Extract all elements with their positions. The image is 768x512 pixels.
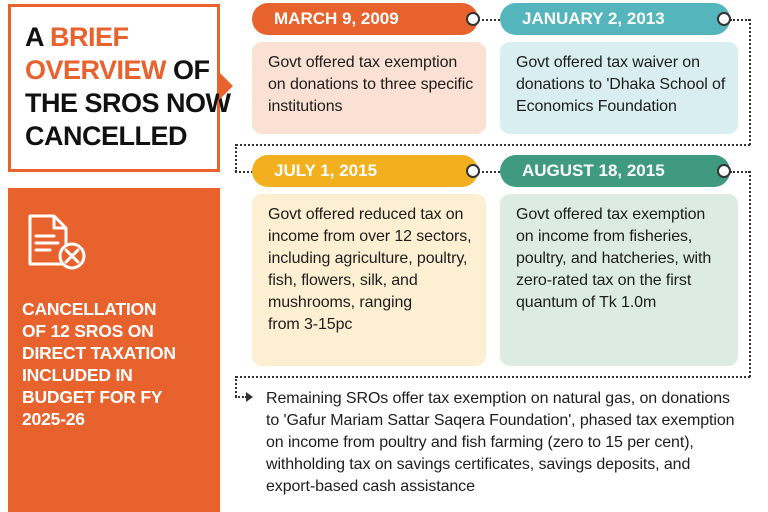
date-pill-july-2015 [252, 155, 478, 187]
card-text-line: on donations to three specific [268, 76, 474, 93]
card-text-line: quantum of Tk 1.0m [516, 294, 657, 311]
cancellation-line: INCLUDED IN [22, 365, 133, 385]
document-cancel-icon [24, 212, 90, 272]
connector-right-mid [730, 171, 750, 173]
cancellation-line: BUDGET FOR FY [22, 387, 163, 407]
card-text-line: Govt offered tax waiver on [516, 54, 700, 71]
card-text-line: Govt offered tax exemption [516, 206, 706, 223]
date-pill-august-2015 [500, 155, 730, 187]
card-text-line: donations to 'Dhaka School of [516, 76, 726, 93]
bottom-arrow-icon [246, 392, 253, 402]
connector-left-top [235, 171, 253, 173]
date-pill-march-2009 [252, 3, 478, 35]
title-word-of: OF [166, 55, 210, 85]
pill-knob [717, 12, 731, 26]
title-pointer-arrow [219, 72, 233, 100]
pill-knob [466, 164, 480, 178]
card-text-line: from 3-15pc [268, 316, 353, 333]
card-text-line: mushrooms, ranging [268, 294, 413, 311]
cancellation-line: OF 12 SROS ON [22, 321, 154, 341]
card-text-line: fish, flowers, silk, and [268, 272, 418, 289]
connector-row2 [478, 171, 500, 173]
title-line-4: CANCELLED [25, 121, 187, 151]
remaining-line: export-based cash assistance [266, 478, 475, 495]
remaining-line: Remaining SROs offer tax exemption on natural gas, on donations [266, 390, 730, 407]
card-text-line: Govt offered tax exemption [268, 54, 458, 71]
connector-bottom-down [235, 376, 237, 397]
connector-mid [236, 144, 750, 146]
title-word-overview: OVERVIEW [25, 55, 167, 85]
cancellation-line: CANCELLATION [22, 299, 157, 319]
connector-right-down-2 [749, 171, 751, 377]
pill-knob [717, 164, 731, 178]
connector-left-down [235, 144, 237, 172]
remaining-line: withholding tax on savings certificates, savings deposits, and [266, 456, 691, 473]
card-text-line: on income from fisheries, [516, 228, 693, 245]
cancellation-text [22, 298, 212, 430]
connector-row1 [478, 19, 500, 21]
cancellation-info-box [8, 188, 220, 512]
card-august-2015 [500, 194, 738, 366]
cancellation-line: 2025-26 [22, 409, 85, 429]
date-label: AUGUST 18, 2015 [522, 161, 665, 180]
card-text-line: including agriculture, poultry, [268, 250, 468, 267]
title-word-brief: BRIEF [50, 22, 129, 52]
card-text-line: zero-rated tax on the first [516, 272, 692, 289]
title-line-1 [25, 21, 207, 54]
title-word-a: A [25, 22, 50, 52]
title-line-3: THE SROS NOW [25, 88, 231, 118]
pill-knob [466, 12, 480, 26]
date-pill-january-2013 [500, 3, 730, 35]
cancellation-line: DIRECT TAXATION [22, 343, 176, 363]
card-text-line: income from over 12 sectors, [268, 228, 472, 245]
connector-bottom [236, 376, 750, 378]
card-march-2009 [252, 42, 486, 134]
card-text-line: institutions [268, 98, 343, 115]
card-text-line: poultry, and hatcheries, with [516, 250, 712, 267]
remaining-line: on income from poultry and fish farming (zero to 15 per cent), [266, 434, 694, 451]
card-text-line: Economics Foundation [516, 98, 677, 115]
date-label: JANUARY 2, 2013 [522, 9, 665, 28]
remaining-sros-text [266, 388, 766, 498]
date-label: MARCH 9, 2009 [274, 9, 399, 28]
card-july-2015 [252, 194, 486, 366]
card-text-line: Govt offered reduced tax on [268, 206, 464, 223]
title-line-2 [25, 54, 210, 87]
title-box [8, 4, 231, 172]
connector-right-down [749, 19, 751, 145]
remaining-line: to 'Gafur Mariam Sattar Saqera Foundation', phased tax exemption [266, 412, 735, 429]
connector-right-top [730, 19, 750, 21]
card-january-2013 [500, 42, 738, 134]
date-label: JULY 1, 2015 [274, 161, 378, 180]
